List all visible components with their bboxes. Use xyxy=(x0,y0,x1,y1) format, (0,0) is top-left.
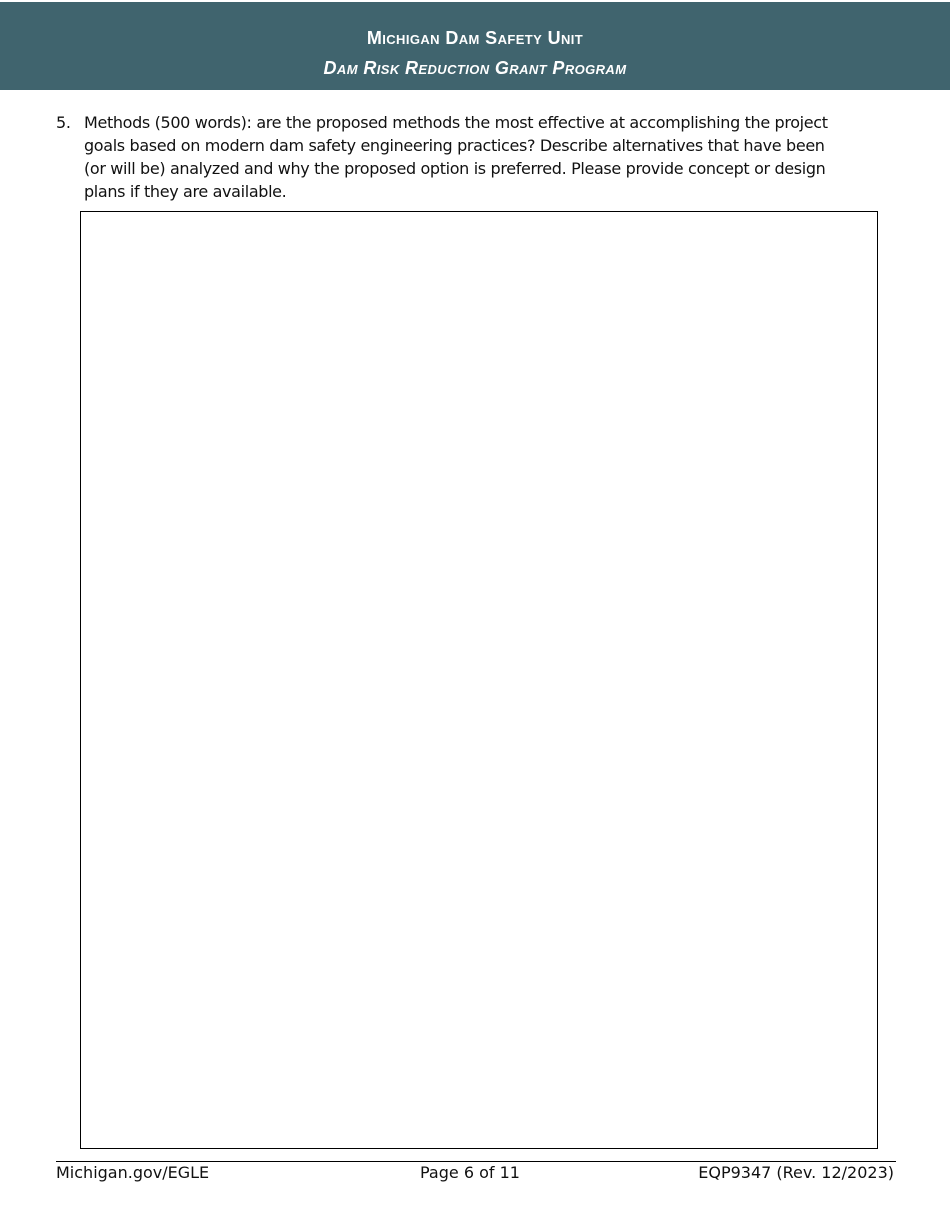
document-header xyxy=(0,2,950,90)
footer-page-number: Page 6 of 11 xyxy=(420,1163,520,1182)
question-text-line: plans if they are available. xyxy=(84,182,287,201)
footer-form-id: EQP9347 (Rev. 12/2023) xyxy=(698,1163,894,1182)
question-text-line: Methods (500 words): are the proposed methods the most effective at accomplishing the project xyxy=(84,113,828,132)
header-subtitle: Dam Risk Reduction Grant Program xyxy=(323,58,627,78)
question-text-line: (or will be) analyzed and why the proposed option is preferred. Please provide concept or design xyxy=(84,159,826,178)
question-5 xyxy=(56,111,890,203)
footer-website: Michigan.gov/EGLE xyxy=(56,1163,210,1182)
methods-answer-field[interactable] xyxy=(80,211,878,1149)
question-text-line: goals based on modern dam safety engineering practices? Describe alternatives that have been xyxy=(84,136,825,155)
header-title: Michigan Dam Safety Unit xyxy=(366,28,584,48)
question-text xyxy=(84,111,890,203)
question-number: 5. xyxy=(56,113,71,132)
